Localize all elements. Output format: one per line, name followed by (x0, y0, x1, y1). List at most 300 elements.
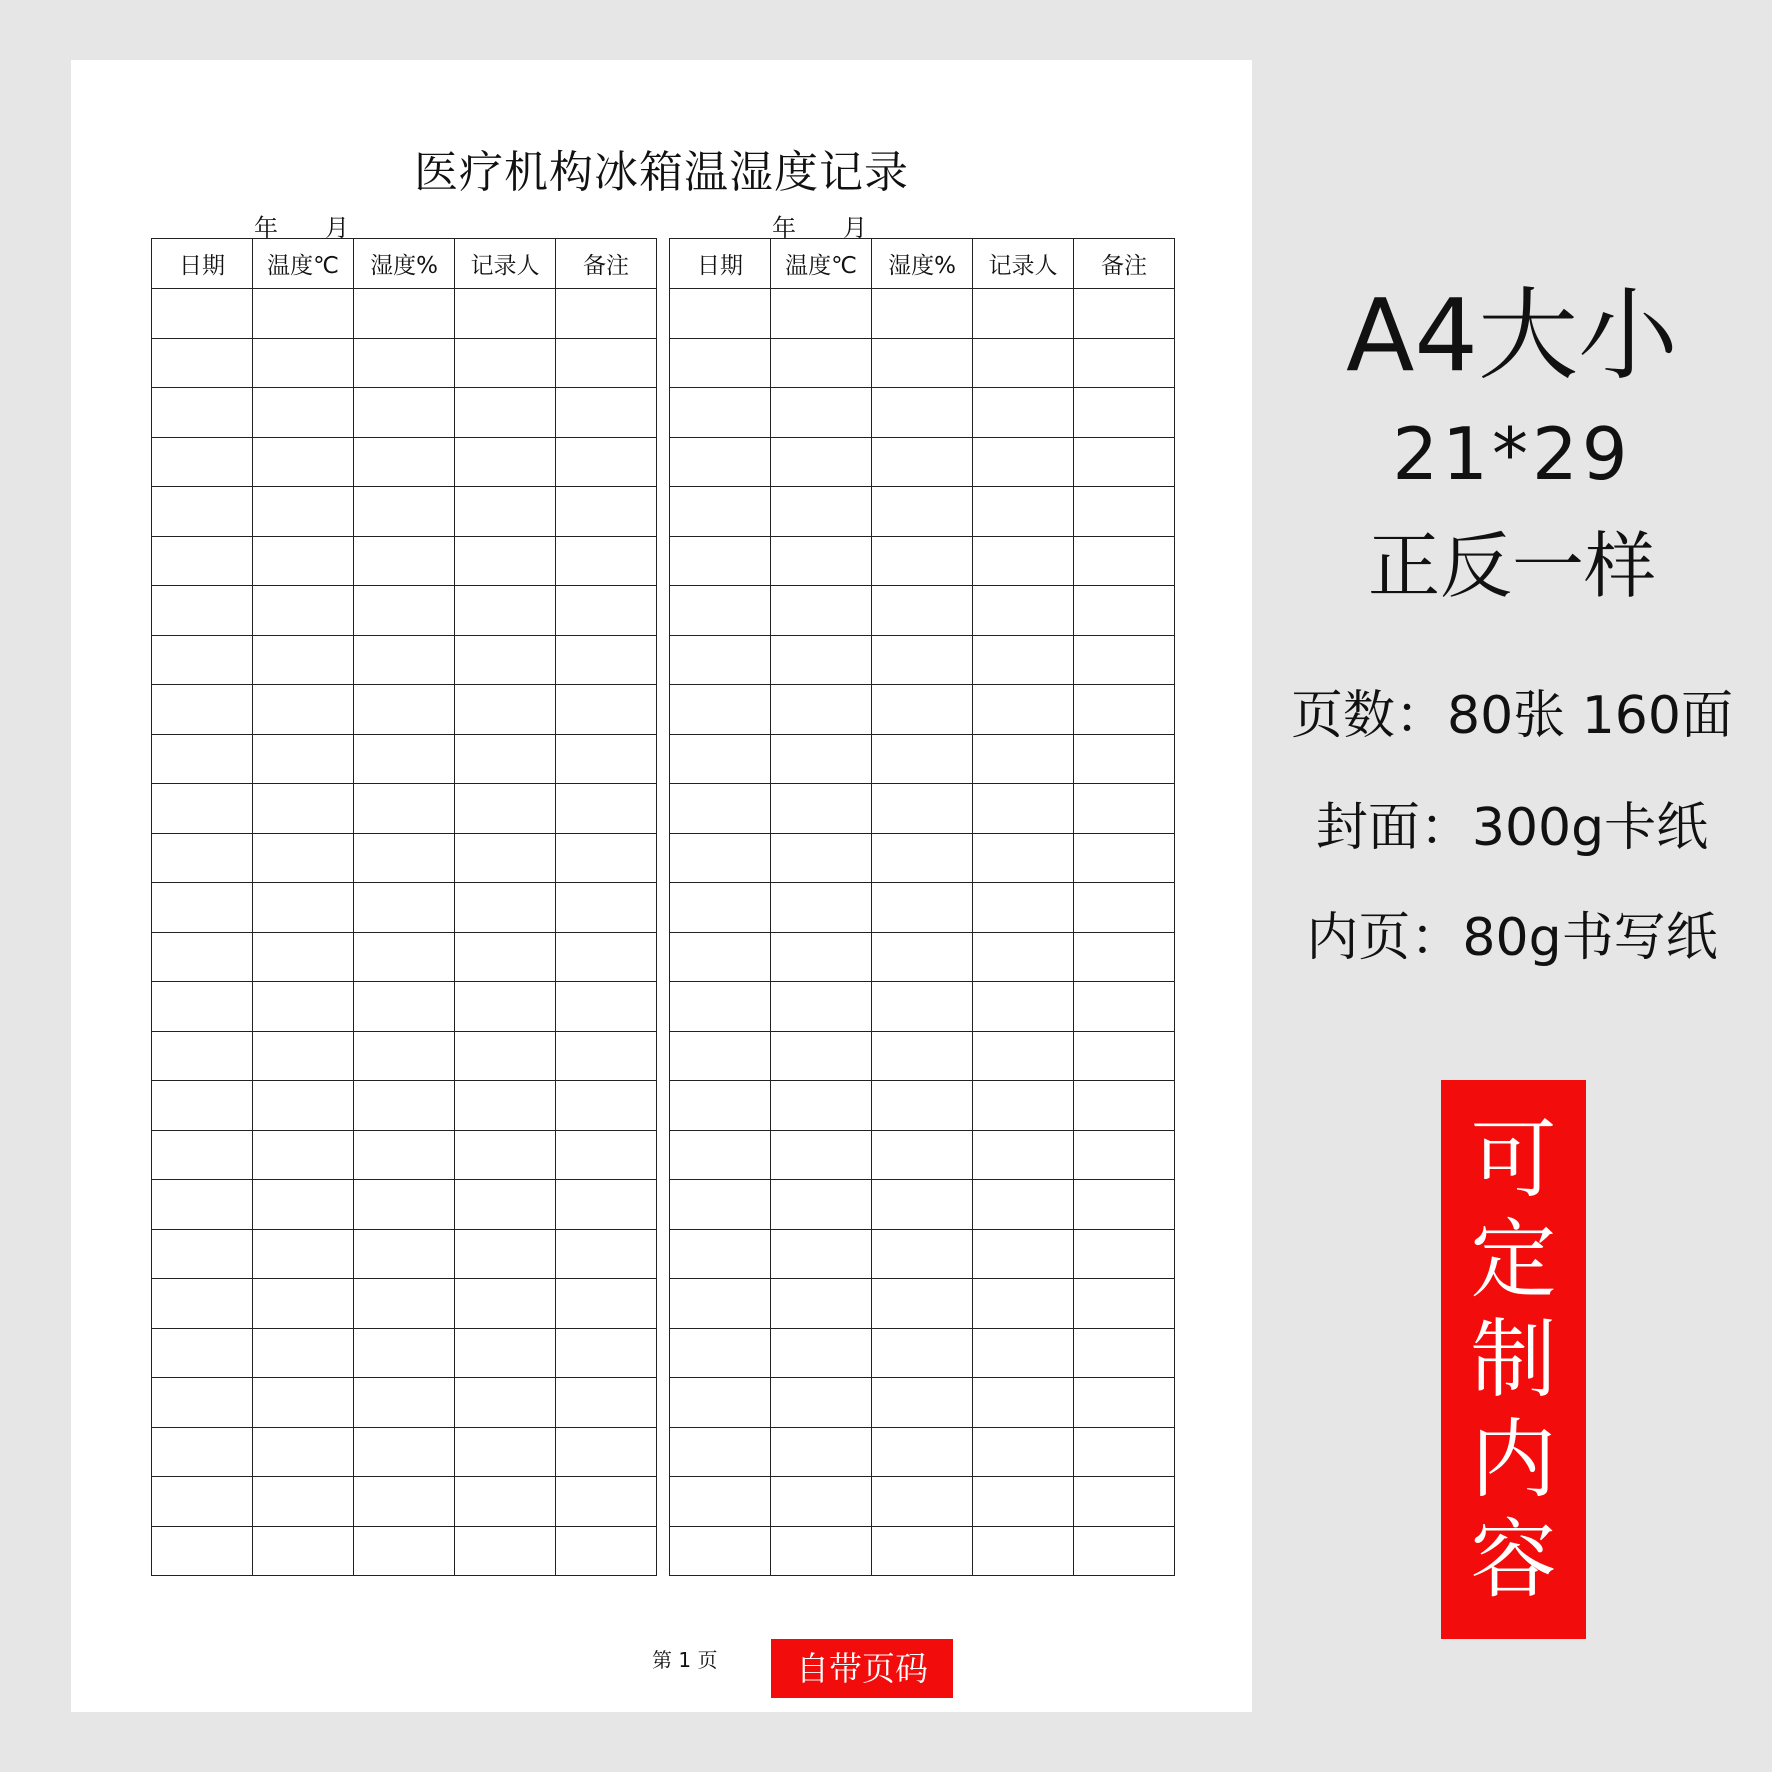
table-cell (771, 685, 872, 735)
table-cell (455, 1031, 556, 1081)
table-row (152, 536, 657, 586)
table-cell (872, 487, 973, 537)
table-cell (455, 932, 556, 982)
table-row (152, 1180, 657, 1230)
table-cell (1074, 1031, 1175, 1081)
table-cell (872, 1526, 973, 1576)
table-cell (455, 883, 556, 933)
table-cell (152, 388, 253, 438)
table-cell (152, 1526, 253, 1576)
table-cell (1074, 1180, 1175, 1230)
table-cell (253, 437, 354, 487)
month-label: 月 (843, 214, 867, 242)
table-cell (771, 784, 872, 834)
table-cell (152, 536, 253, 586)
table-cell (354, 1328, 455, 1378)
table-row (670, 1031, 1175, 1081)
table-cell (354, 982, 455, 1032)
table-cell (670, 1526, 771, 1576)
table-row (670, 734, 1175, 784)
table-cell (872, 1180, 973, 1230)
table-cell (455, 338, 556, 388)
table-cell (670, 1378, 771, 1428)
table-cell (973, 487, 1074, 537)
table-cell (152, 932, 253, 982)
table-header-row (670, 239, 1175, 289)
table-cell (872, 586, 973, 636)
table-cell (771, 1229, 872, 1279)
table-cell (556, 437, 657, 487)
table-cell (973, 1328, 1074, 1378)
table-cell (771, 1279, 872, 1329)
table-cell (455, 833, 556, 883)
table-cell (455, 437, 556, 487)
table-cell (771, 883, 872, 933)
table-cell (152, 685, 253, 735)
table-cell (354, 289, 455, 339)
table-cell (670, 1328, 771, 1378)
table-row (152, 1081, 657, 1131)
table-cell (556, 1526, 657, 1576)
month-label: 月 (325, 214, 349, 242)
table-cell (556, 1229, 657, 1279)
table-cell (1074, 1279, 1175, 1329)
table-row (670, 1378, 1175, 1428)
table-cell (872, 635, 973, 685)
table-cell (455, 635, 556, 685)
table-cell (1074, 338, 1175, 388)
table-cell (973, 289, 1074, 339)
table-cell (771, 289, 872, 339)
table-cell (354, 437, 455, 487)
table-cell (253, 1081, 354, 1131)
table-cell (771, 437, 872, 487)
table-row (670, 338, 1175, 388)
table-row (152, 1477, 657, 1527)
table-row (670, 932, 1175, 982)
table-cell (1074, 685, 1175, 735)
table-cell (1074, 784, 1175, 834)
table-row (152, 982, 657, 1032)
table-cell (771, 388, 872, 438)
column-header: 日期 (670, 239, 771, 289)
table-row (670, 1328, 1175, 1378)
table-cell (556, 338, 657, 388)
table-row (152, 1427, 657, 1477)
table-cell (556, 1378, 657, 1428)
page-number-badge: 自带页码 (771, 1639, 953, 1698)
table-row (670, 586, 1175, 636)
table-row (152, 734, 657, 784)
table-cell (455, 685, 556, 735)
table-row (670, 437, 1175, 487)
table-cell (973, 635, 1074, 685)
table-cell (872, 833, 973, 883)
table-cell (253, 536, 354, 586)
table-row (152, 487, 657, 537)
table-cell (771, 338, 872, 388)
table-cell (771, 487, 872, 537)
table-cell (1074, 437, 1175, 487)
table-cell (556, 1130, 657, 1180)
table-cell (556, 289, 657, 339)
table-cell (872, 1427, 973, 1477)
table-cell (670, 833, 771, 883)
table-cell (872, 734, 973, 784)
table-row (152, 586, 657, 636)
table-cell (556, 487, 657, 537)
table-cell (1074, 1378, 1175, 1428)
table-cell (354, 1130, 455, 1180)
table-row (670, 289, 1175, 339)
table-cell (354, 487, 455, 537)
table-cell (152, 982, 253, 1032)
table-cell (253, 932, 354, 982)
table-row (670, 1427, 1175, 1477)
table-cell (152, 883, 253, 933)
table-cell (354, 1526, 455, 1576)
table-cell (973, 1081, 1074, 1131)
table-cell (670, 1031, 771, 1081)
table-cell (455, 586, 556, 636)
table-cell (253, 1180, 354, 1230)
table-cell (455, 1279, 556, 1329)
table-row (152, 932, 657, 982)
table-cell (152, 1427, 253, 1477)
table-row (152, 437, 657, 487)
table-cell (455, 289, 556, 339)
table-cell (556, 1081, 657, 1131)
table-cell (556, 635, 657, 685)
table-cell (771, 1031, 872, 1081)
table-cell (872, 1031, 973, 1081)
table-cell (455, 1081, 556, 1131)
table-row (670, 883, 1175, 933)
table-cell (354, 586, 455, 636)
table-cell (354, 1081, 455, 1131)
table-cell (1074, 536, 1175, 586)
table-cell (973, 437, 1074, 487)
table-row (152, 1526, 657, 1576)
table-cell (670, 289, 771, 339)
table-cell (455, 536, 556, 586)
table-cell (354, 1477, 455, 1527)
table-cell (973, 734, 1074, 784)
table-cell (771, 536, 872, 586)
table-cell (872, 1081, 973, 1131)
table-cell (253, 1031, 354, 1081)
table-cell (556, 1477, 657, 1527)
table-cell (872, 289, 973, 339)
table-cell (455, 1328, 556, 1378)
table-row (152, 338, 657, 388)
table-cell (455, 1180, 556, 1230)
table-cell (872, 1130, 973, 1180)
table-cell (670, 734, 771, 784)
table-cell (872, 1279, 973, 1329)
table-cell (152, 784, 253, 834)
table-cell (1074, 388, 1175, 438)
table-cell (973, 883, 1074, 933)
table-cell (973, 685, 1074, 735)
table-cell (1074, 734, 1175, 784)
page-number: 第 1 页 (652, 1648, 718, 1672)
both-sides-label: 正反一样 (1367, 524, 1656, 608)
size-label: A4大小 (1345, 277, 1679, 394)
table-cell (354, 388, 455, 438)
table-cell (771, 734, 872, 784)
table-cell (354, 338, 455, 388)
table-row (670, 487, 1175, 537)
table-row (152, 784, 657, 834)
table-cell (354, 1378, 455, 1428)
table-cell (1074, 635, 1175, 685)
table-cell (455, 1477, 556, 1527)
table-cell (354, 784, 455, 834)
table-cell (771, 982, 872, 1032)
table-cell (253, 1130, 354, 1180)
table-cell (771, 1328, 872, 1378)
table-cell (455, 1229, 556, 1279)
table-cell (771, 1427, 872, 1477)
table-cell (152, 338, 253, 388)
table-cell (670, 883, 771, 933)
table-cell (1074, 982, 1175, 1032)
table-cell (1074, 1427, 1175, 1477)
table-cell (973, 388, 1074, 438)
table-cell (455, 734, 556, 784)
table-cell (1074, 487, 1175, 537)
table-cell (556, 536, 657, 586)
table-cell (556, 982, 657, 1032)
table-cell (1074, 1328, 1175, 1378)
table-cell (556, 932, 657, 982)
table-cell (152, 437, 253, 487)
table-cell (152, 487, 253, 537)
table-cell (152, 734, 253, 784)
table-row (670, 982, 1175, 1032)
table-row (670, 1279, 1175, 1329)
column-header: 温度℃ (253, 239, 354, 289)
table-cell (556, 1279, 657, 1329)
table-cell (771, 586, 872, 636)
table-cell (973, 932, 1074, 982)
table-cell (556, 1328, 657, 1378)
pages-label: 页数：80张 160面 (1291, 686, 1733, 746)
table-row (152, 833, 657, 883)
table-cell (771, 635, 872, 685)
table-cell (354, 1180, 455, 1230)
table-cell (253, 734, 354, 784)
table-row (152, 1229, 657, 1279)
table-cell (670, 1180, 771, 1230)
column-header: 温度℃ (771, 239, 872, 289)
table-cell (253, 982, 354, 1032)
table-cell (1074, 833, 1175, 883)
table-cell (973, 1031, 1074, 1081)
table-row (152, 1031, 657, 1081)
table-cell (152, 1031, 253, 1081)
table-cell (455, 982, 556, 1032)
table-cell (556, 388, 657, 438)
table-cell (152, 1279, 253, 1329)
table-cell (670, 932, 771, 982)
table-cell (1074, 289, 1175, 339)
table-cell (253, 784, 354, 834)
table-cell (872, 982, 973, 1032)
table-cell (354, 883, 455, 933)
table-cell (670, 635, 771, 685)
table-cell (556, 586, 657, 636)
table-cell (253, 289, 354, 339)
table-cell (253, 1279, 354, 1329)
table-cell (253, 1229, 354, 1279)
table-cell (354, 734, 455, 784)
table-cell (771, 1477, 872, 1527)
table-cell (152, 1328, 253, 1378)
table-row (670, 833, 1175, 883)
table-cell (1074, 1526, 1175, 1576)
table-row (152, 1279, 657, 1329)
table-cell (973, 1378, 1074, 1428)
record-sheet-page (71, 60, 1252, 1712)
table-cell (354, 1229, 455, 1279)
table-cell (253, 1328, 354, 1378)
table-cell (973, 1427, 1074, 1477)
table-row (152, 685, 657, 735)
table-cell (670, 388, 771, 438)
cover-label: 封面：300g卡纸 (1315, 798, 1709, 858)
table-cell (253, 338, 354, 388)
table-cell (872, 338, 973, 388)
table-cell (253, 586, 354, 636)
table-cell (872, 1229, 973, 1279)
table-cell (1074, 1081, 1175, 1131)
table-cell (253, 685, 354, 735)
table-cell (152, 635, 253, 685)
table-cell (455, 784, 556, 834)
table-cell (973, 1229, 1074, 1279)
table-cell (771, 1180, 872, 1230)
table-row (152, 289, 657, 339)
table-cell (556, 833, 657, 883)
table-cell (670, 1229, 771, 1279)
table-cell (253, 1378, 354, 1428)
table-cell (253, 1427, 354, 1477)
table-row (152, 635, 657, 685)
table-cell (973, 1279, 1074, 1329)
table-row (670, 1081, 1175, 1131)
table-cell (973, 833, 1074, 883)
table-cell (872, 932, 973, 982)
table-cell (771, 1081, 872, 1131)
table-cell (556, 1427, 657, 1477)
table-cell (670, 586, 771, 636)
table-cell (253, 883, 354, 933)
table-cell (670, 685, 771, 735)
table-cell (152, 1378, 253, 1428)
table-row (670, 536, 1175, 586)
table-cell (771, 1130, 872, 1180)
table-row (670, 1526, 1175, 1576)
document-title: 医疗机构冰箱温湿度记录 (414, 147, 909, 198)
table-cell (670, 338, 771, 388)
table-cell (1074, 1477, 1175, 1527)
column-header: 备注 (1074, 239, 1175, 289)
table-cell (556, 784, 657, 834)
table-cell (670, 437, 771, 487)
table-cell (152, 1477, 253, 1527)
column-header: 湿度% (354, 239, 455, 289)
table-cell (973, 536, 1074, 586)
column-header: 记录人 (455, 239, 556, 289)
dimensions-label: 21*29 (1392, 412, 1632, 496)
table-cell (973, 338, 1074, 388)
inner-page-label: 内页：80g书写纸 (1306, 908, 1718, 968)
table-cell (556, 883, 657, 933)
table-cell (354, 635, 455, 685)
table-row (670, 635, 1175, 685)
table-cell (556, 1031, 657, 1081)
table-cell (253, 833, 354, 883)
table-cell (973, 586, 1074, 636)
table-cell (973, 1180, 1074, 1230)
table-cell (152, 1081, 253, 1131)
table-cell (253, 1526, 354, 1576)
table-cell (670, 1081, 771, 1131)
year-label: 年 (772, 214, 796, 242)
table-row (670, 1229, 1175, 1279)
column-header: 备注 (556, 239, 657, 289)
table-cell (1074, 883, 1175, 933)
table-row (670, 388, 1175, 438)
table-cell (253, 487, 354, 537)
table-cell (872, 1477, 973, 1527)
table-cell (152, 833, 253, 883)
table-cell (1074, 1130, 1175, 1180)
table-cell (771, 833, 872, 883)
table-cell (670, 1130, 771, 1180)
table-cell (973, 982, 1074, 1032)
column-header: 湿度% (872, 239, 973, 289)
table-cell (354, 685, 455, 735)
table-cell (670, 536, 771, 586)
table-cell (973, 1130, 1074, 1180)
table-cell (771, 1526, 872, 1576)
table-cell (455, 1526, 556, 1576)
custom-content-banner (1441, 1080, 1586, 1639)
table-row (152, 1328, 657, 1378)
table-cell (354, 536, 455, 586)
table-cell (872, 536, 973, 586)
table-row (152, 388, 657, 438)
table-cell (152, 586, 253, 636)
table-cell (455, 388, 556, 438)
table-cell (152, 1229, 253, 1279)
table-cell (670, 784, 771, 834)
table-cell (1074, 1229, 1175, 1279)
table-cell (556, 685, 657, 735)
table-cell (872, 1378, 973, 1428)
table-cell (872, 1328, 973, 1378)
table-cell (973, 1526, 1074, 1576)
record-table-left (151, 238, 657, 1576)
table-cell (872, 784, 973, 834)
table-cell (354, 1031, 455, 1081)
table-row (152, 1130, 657, 1180)
year-label: 年 (254, 214, 278, 242)
table-row (152, 1378, 657, 1428)
